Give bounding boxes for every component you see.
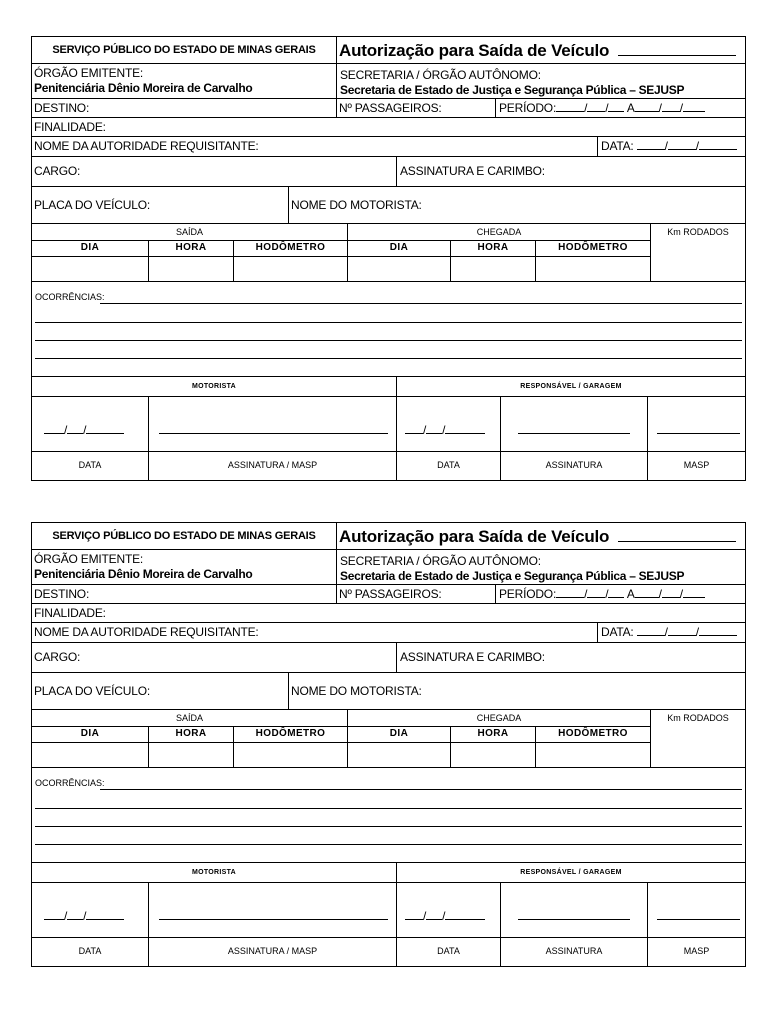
signature-line[interactable] xyxy=(657,919,740,920)
saida-hodometro-header: HODÔMETRO xyxy=(233,241,347,257)
periodo-blank[interactable] xyxy=(662,102,680,112)
vehicle-authorization-form xyxy=(31,36,746,481)
chegada-hodometro-cell[interactable] xyxy=(535,257,650,281)
responsavel-masp-cell[interactable] xyxy=(647,883,745,937)
saida-hora-header: HORA xyxy=(148,727,233,743)
signature-line[interactable] xyxy=(518,919,630,920)
placa-label: PLACA DO VEÍCULO: xyxy=(34,684,150,698)
chegada-dia-header: DIA xyxy=(347,241,450,257)
date-blanks: / / xyxy=(405,423,485,437)
km-cell[interactable] xyxy=(650,743,745,767)
passageiros-field[interactable] xyxy=(336,99,495,117)
periodo-blank[interactable] xyxy=(635,588,659,598)
footer-assinatura-label: ASSINATURA xyxy=(500,452,647,480)
motorista-nome-label: NOME DO MOTORISTA: xyxy=(291,684,422,698)
orgao-row xyxy=(32,64,745,99)
form-title: Autorização para Saída de Veículo xyxy=(339,527,610,546)
periodo-blank[interactable] xyxy=(683,588,705,598)
data-blank[interactable] xyxy=(637,626,665,636)
saida-dia-cell[interactable] xyxy=(32,257,148,281)
autoridade-row xyxy=(32,137,745,157)
date-blank[interactable] xyxy=(445,910,485,920)
trip-cols-row xyxy=(32,727,745,743)
responsavel-assinatura-cell[interactable] xyxy=(500,883,647,937)
signatures-header-row xyxy=(32,377,745,397)
date-blank[interactable] xyxy=(86,424,124,434)
placa-field[interactable] xyxy=(32,673,288,709)
periodo-label: PERÍODO: xyxy=(499,587,557,601)
data-label: DATA: xyxy=(601,625,634,639)
date-blank[interactable] xyxy=(445,424,485,434)
passageiros-field[interactable] xyxy=(336,585,495,603)
data-blank[interactable] xyxy=(668,140,696,150)
ocorrencias-block[interactable] xyxy=(32,282,745,377)
cargo-label: CARGO: xyxy=(34,650,81,664)
signature-line[interactable] xyxy=(159,919,388,920)
date-blank[interactable] xyxy=(67,424,83,434)
data-blank[interactable] xyxy=(699,626,737,636)
finalidade-label: FINALIDADE: xyxy=(34,606,106,620)
saida-dia-header: DIA xyxy=(32,727,148,743)
assinatura-carimbo-field[interactable] xyxy=(396,643,745,672)
trip-header-row xyxy=(32,224,745,241)
footer-assinatura-masp-label: ASSINATURA / MASP xyxy=(148,452,396,480)
periodo-blank[interactable] xyxy=(635,102,659,112)
footer-masp-label: MASP xyxy=(647,938,745,966)
autoridade-field[interactable] xyxy=(32,137,597,156)
motorista-nome-field[interactable] xyxy=(288,673,745,709)
orgao-emitente-label: ÓRGÃO EMITENTE: xyxy=(34,552,144,566)
cargo-field[interactable] xyxy=(32,157,396,186)
periodo-blank[interactable] xyxy=(662,588,680,598)
signature-line[interactable] xyxy=(159,433,388,434)
date-blank[interactable] xyxy=(44,910,64,920)
cargo-field[interactable] xyxy=(32,643,396,672)
ocorrencias-line[interactable] xyxy=(35,322,742,323)
finalidade-row[interactable] xyxy=(32,118,745,137)
secretaria-cell[interactable] xyxy=(336,550,745,584)
signatures-row xyxy=(32,883,745,938)
destino-row xyxy=(32,99,745,118)
autoridade-label: NOME DA AUTORIDADE REQUISITANTE: xyxy=(34,625,259,639)
saida-hodometro-cell[interactable] xyxy=(233,257,347,281)
chegada-hora-cell[interactable] xyxy=(450,257,535,281)
signature-line[interactable] xyxy=(657,433,740,434)
assinatura-carimbo-label: ASSINATURA E CARIMBO: xyxy=(400,650,545,664)
ocorrencias-line[interactable] xyxy=(100,789,742,790)
chegada-hora-cell[interactable] xyxy=(450,743,535,767)
periodo-label: PERÍODO: xyxy=(499,101,557,115)
title-cell xyxy=(336,37,745,63)
date-blank[interactable] xyxy=(426,424,442,434)
date-blank[interactable] xyxy=(426,910,442,920)
saida-label: SAÍDA xyxy=(32,710,347,727)
periodo-field[interactable]: PERÍODO: / / A / / xyxy=(495,99,745,117)
cargo-label: CARGO: xyxy=(34,164,81,178)
data-field[interactable]: DATA: / / xyxy=(597,623,745,642)
ocorrencias-line[interactable] xyxy=(35,808,742,809)
chegada-dia-header: DIA xyxy=(347,727,450,743)
motorista-label: MOTORISTA xyxy=(191,869,237,876)
destino-field[interactable] xyxy=(32,99,336,117)
signatures-footer-row xyxy=(32,452,745,480)
destino-field[interactable] xyxy=(32,585,336,603)
chegada-hora-header: HORA xyxy=(450,241,535,257)
motorista-nome-field[interactable] xyxy=(288,187,745,223)
date-blank[interactable] xyxy=(405,424,423,434)
issuer-label: SERVIÇO PÚBLICO DO ESTADO DE MINAS GERAIS xyxy=(52,530,316,542)
placa-label: PLACA DO VEÍCULO: xyxy=(34,198,150,212)
placa-field[interactable] xyxy=(32,187,288,223)
form-header xyxy=(32,37,745,64)
motorista-data-cell[interactable] xyxy=(32,397,148,451)
autoridade-row xyxy=(32,623,745,643)
secretaria-value: Secretaria de Estado de Justiça e Segurança Pública – SEJUSP xyxy=(340,569,685,583)
periodo-blank[interactable] xyxy=(587,102,605,112)
data-field[interactable]: DATA: / / xyxy=(597,137,745,156)
footer-data-label: DATA xyxy=(396,452,500,480)
trip-cols-row xyxy=(32,241,745,257)
periodo-sep: A xyxy=(626,101,635,115)
date-blanks: / / xyxy=(405,909,485,923)
saida-hora-cell[interactable] xyxy=(148,743,233,767)
trip-values-row xyxy=(32,743,745,768)
saida-dia-cell[interactable] xyxy=(32,743,148,767)
periodo-blank[interactable] xyxy=(556,588,584,598)
orgao-emitente-value: Penitenciária Dênio Moreira de Carvalho xyxy=(34,81,253,95)
periodo-blank[interactable] xyxy=(608,588,624,598)
chegada-dia-cell[interactable] xyxy=(347,743,450,767)
ocorrencias-line[interactable] xyxy=(100,303,742,304)
passageiros-label: Nº PASSAGEIROS: xyxy=(339,587,442,601)
footer-assinatura-masp-label: ASSINATURA / MASP xyxy=(148,938,396,966)
finalidade-row[interactable] xyxy=(32,604,745,623)
periodo-blank[interactable] xyxy=(608,102,624,112)
responsavel-masp-cell[interactable] xyxy=(647,397,745,451)
footer-masp-label: MASP xyxy=(647,452,745,480)
finalidade-label: FINALIDADE: xyxy=(34,120,106,134)
date-blank[interactable] xyxy=(405,910,423,920)
motorista-assinatura-cell[interactable] xyxy=(148,883,396,937)
footer-assinatura-label: ASSINATURA xyxy=(500,938,647,966)
ocorrencias-line[interactable] xyxy=(35,844,742,845)
form-title: Autorização para Saída de Veículo xyxy=(339,41,610,60)
saida-hodometro-header: HODÔMETRO xyxy=(233,727,347,743)
date-blanks: / / xyxy=(44,423,124,437)
placa-row xyxy=(32,187,745,224)
periodo-blank[interactable] xyxy=(556,102,584,112)
saida-hora-cell[interactable] xyxy=(148,257,233,281)
km-label: Km RODADOS xyxy=(650,710,745,727)
ocorrencias-block[interactable] xyxy=(32,768,745,863)
motorista-nome-label: NOME DO MOTORISTA: xyxy=(291,198,422,212)
signatures-footer-row xyxy=(32,938,745,966)
destino-row xyxy=(32,585,745,604)
secretaria-value: Secretaria de Estado de Justiça e Segurança Pública – SEJUSP xyxy=(340,83,685,97)
responsavel-data-cell[interactable] xyxy=(396,883,500,937)
saida-dia-header: DIA xyxy=(32,241,148,257)
saida-label: SAÍDA xyxy=(32,224,347,241)
orgao-emitente-cell[interactable] xyxy=(32,550,336,584)
secretaria-cell[interactable] xyxy=(336,64,745,98)
ocorrencias-line[interactable] xyxy=(35,826,742,827)
km-label: Km RODADOS xyxy=(650,224,745,241)
data-blank[interactable] xyxy=(699,140,737,150)
signatures-row xyxy=(32,397,745,452)
periodo-field[interactable]: PERÍODO: / / A / / xyxy=(495,585,745,603)
chegada-hodometro-header: HODÔMETRO xyxy=(535,727,650,743)
chegada-hodometro-header: HODÔMETRO xyxy=(535,241,650,257)
footer-data-label: DATA xyxy=(78,946,102,956)
assinatura-carimbo-label: ASSINATURA E CARIMBO: xyxy=(400,164,545,178)
footer-data-label: DATA xyxy=(78,460,102,470)
title-cell xyxy=(336,523,745,549)
periodo-blank[interactable] xyxy=(587,588,605,598)
passageiros-label: Nº PASSAGEIROS: xyxy=(339,101,442,115)
chegada-label: CHEGADA xyxy=(347,224,650,241)
km-cell[interactable] xyxy=(650,241,745,257)
vehicle-authorization-form xyxy=(31,522,746,967)
chegada-dia-cell[interactable] xyxy=(347,257,450,281)
periodo-blank[interactable] xyxy=(683,102,705,112)
assinatura-carimbo-field[interactable] xyxy=(396,157,745,186)
ocorrencias-line[interactable] xyxy=(35,340,742,341)
chegada-hodometro-cell[interactable] xyxy=(535,743,650,767)
periodo-sep: A xyxy=(626,587,635,601)
motorista-data-cell[interactable] xyxy=(32,883,148,937)
destino-label: DESTINO: xyxy=(34,587,90,601)
saida-hodometro-cell[interactable] xyxy=(233,743,347,767)
autoridade-label: NOME DA AUTORIDADE REQUISITANTE: xyxy=(34,139,259,153)
date-blank[interactable] xyxy=(67,910,83,920)
orgao-emitente-cell[interactable] xyxy=(32,64,336,98)
placa-row xyxy=(32,673,745,710)
ocorrencias-line[interactable] xyxy=(35,358,742,359)
signatures-header-row xyxy=(32,863,745,883)
orgao-emitente-label: ÓRGÃO EMITENTE: xyxy=(34,66,144,80)
motorista-assinatura-cell[interactable] xyxy=(148,397,396,451)
km-cell[interactable] xyxy=(650,727,745,743)
date-blank[interactable] xyxy=(44,424,64,434)
orgao-emitente-value: Penitenciária Dênio Moreira de Carvalho xyxy=(34,567,253,581)
cargo-row xyxy=(32,643,745,673)
saida-hora-header: HORA xyxy=(148,241,233,257)
issuer-label: SERVIÇO PÚBLICO DO ESTADO DE MINAS GERAIS xyxy=(52,44,316,56)
autoridade-field[interactable] xyxy=(32,623,597,642)
secretaria-label: SECRETARIA / ÓRGÃO AUTÔNOMO: xyxy=(340,68,541,82)
chegada-label: CHEGADA xyxy=(347,710,650,727)
motorista-label: MOTORISTA xyxy=(191,383,237,390)
km-cell[interactable] xyxy=(650,257,745,281)
data-label: DATA: xyxy=(601,139,634,153)
data-blank[interactable] xyxy=(637,140,665,150)
responsavel-label: RESPONSÁVEL / GARAGEM xyxy=(396,377,745,396)
responsavel-data-cell[interactable] xyxy=(396,397,500,451)
signature-line[interactable] xyxy=(518,433,630,434)
responsavel-label: RESPONSÁVEL / GARAGEM xyxy=(396,863,745,882)
title-blank[interactable] xyxy=(618,46,736,56)
responsavel-assinatura-cell[interactable] xyxy=(500,397,647,451)
form-header xyxy=(32,523,745,550)
secretaria-label: SECRETARIA / ÓRGÃO AUTÔNOMO: xyxy=(340,554,541,568)
ocorrencias-label: OCORRÊNCIAS: xyxy=(35,778,105,788)
trip-values-row xyxy=(32,257,745,282)
orgao-row xyxy=(32,550,745,585)
ocorrencias-label: OCORRÊNCIAS: xyxy=(35,292,105,302)
title-blank[interactable] xyxy=(618,532,736,542)
date-blanks: / / xyxy=(44,909,124,923)
date-blank[interactable] xyxy=(86,910,124,920)
chegada-hora-header: HORA xyxy=(450,727,535,743)
cargo-row xyxy=(32,157,745,187)
footer-data-label: DATA xyxy=(396,938,500,966)
destino-label: DESTINO: xyxy=(34,101,90,115)
data-blank[interactable] xyxy=(668,626,696,636)
trip-header-row xyxy=(32,710,745,727)
